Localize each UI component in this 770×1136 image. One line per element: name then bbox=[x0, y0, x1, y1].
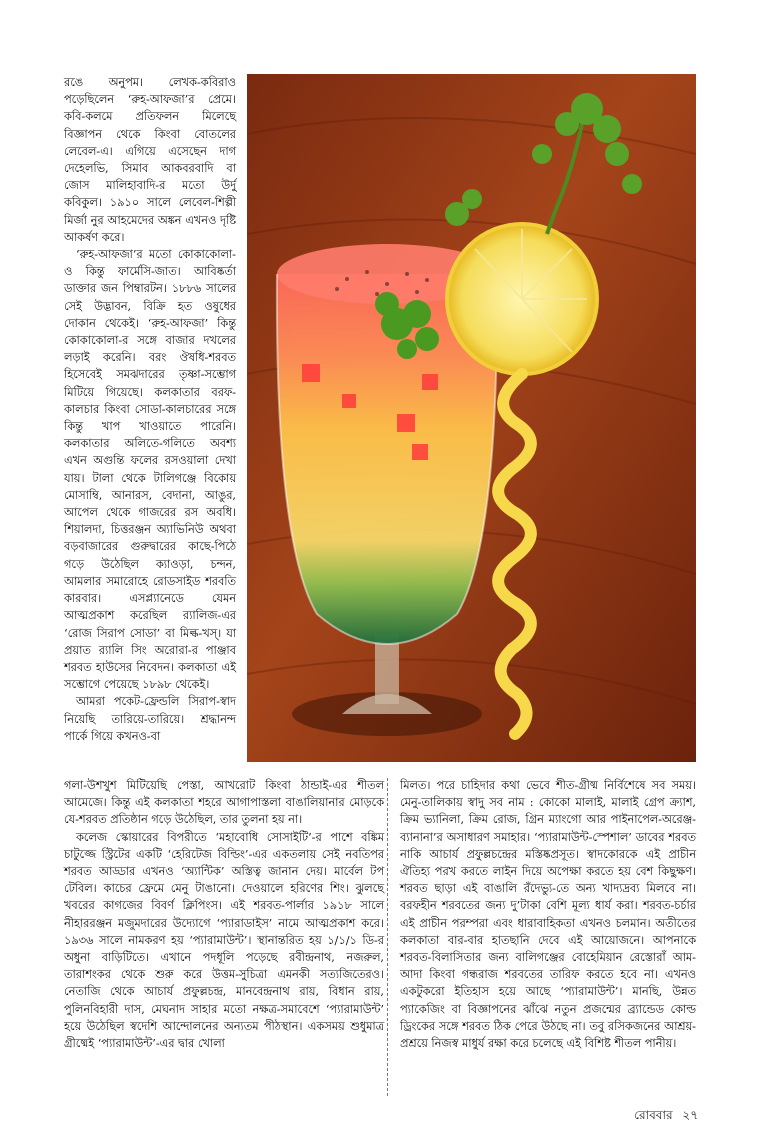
bottom-left-paragraph-2: কলেজ স্কোয়ারের বিপরীতে ‘মহাবোধি সোসাইটি’-র পাশে বঙ্কিম চাটুজ্জে স্ট্রিটের একটি ‘হেরিটেজ বিল্ডিং’-এর একতলায় সেই নবতিপর শরবত আড্ডার এখনও ‘অ্যান্টিক’ অস্তিত্ব জানান দেয়। মার্বেল টপ টেবিল। কাচের ফ্রেমে মেনু টাঙানো। দেওয়ালে হরিণের শিং। ঝুলছে খবরের কাগজের বিবর্ণ ক্লিপিংস। এই শরবত-পার্লার ১৯১৮ সালে নীহাররঞ্জন মজুমদারের উদ্যোগে ‘প্যারাডাইস’ নামে আত্মপ্রকাশ করে। ১৯৩৬ সালে নামকরণ হয় ‘প্যারামাউন্ট’। স্থানান্তরিত হয় ১/১/১ ডি-র অধুনা বাড়িটিতে। এখানে পদধূলি পড়েছে রবীন্দ্রনাথ, নজরুল, তারাশংকর থেকে শুরু করে উত্তম-সুচিত্রা এমনকী সত্যজিতেরও। নেতাজি থেকে আচার্য প্রফুল্লচন্দ্র, মানবেন্দ্রনাথ রায়, বিধান রায়, পুলিনবিহারী দাস, মেঘনাদ সাহার মতো নক্ষত্র-সমাবেশে ‘প্যারামাউন্ট’ হয়ে উঠেছিল স্বদেশি আন্দোলনের অন্যতম পীঠস্থান। একসময় শুধুমাত্র গ্রীষ্মেই ‘প্যারামাউন্ট’-এর দ্বার খোলা bbox=[64, 830, 384, 1051]
column-divider bbox=[387, 778, 388, 1096]
left-paragraph-2: ‘রুহ-আফজা’র মতো কোকাকোলা-ও কিন্তু ফার্মেসি-জাত। আবিষ্কর্তা ডাক্তার জন পিম্বারটন। ১৮৮৬ সালের সেই উদ্ভাবন, বিক্রি হত ওষুধের দোকান থেকেই। ‘রুহ-আফজা’ কিন্তু কোকাকোলা-র সঙ্গে বাজার দখলের লড়াই করেনি। বরং ঔষধি-শরবত হিসেবেই সমঝদারের তৃষ্ণা-সম্ভোগ মিটিয়ে গিয়েছে। কলকাতার বরফ-কালচার কিংবা সোডা-কালচারের সঙ্গে কিন্তু খাপ খাওয়াতে পারেনি। কলকাতার অলিতে-গলিতে অবশ্য এখন অগুন্তি ফলের রসওয়ালা দেখা যায়। টালা থেকে টালিগঞ্জে বিকোয় মোসাম্বি, আনারস, বেদানা, আঙুর, আপেল থেকে গাজরের রস অবধি। শিয়ালদা, চিত্তরঞ্জন অ্যাভিনিউ অথবা বড়বাজারের গুরুদ্বারের কাছে-পিঠে গড়ে উঠেছিল ক্যাওড়া, চন্দন, আমলার সমারোহে রোডসাইড শরবতি কারবার। এসপ্ল্যানেডে যেমন আত্মপ্রকাশ করেছিল র‍্যালিজ-এর ‘রোজ সিরাপ সোডা’ বা মিল্ক-খস্‌। যা প্রয়াত র‍্যালি সিং অরোরা-র পাঞ্জাব শরবত হাউসের নিবেদন। কলকাতা এই সম্ভোগে পেয়েছে ১৮৯৮ থেকেই। bbox=[64, 248, 236, 692]
bottom-left-article-column bbox=[64, 777, 384, 1052]
bottom-right-paragraph-1: মিলত। পরে চাহিদার কথা ভেবে শীত-গ্রীষ্ম নির্বিশেষে সব সময়। মেনু-তালিকায় স্বাদু সব নাম : কোকো মালাই, মালাই গ্রেপ ক্র্যাশ, ক্রিম ভ্যানিলা, ক্রিম রোজ, গ্রিন ম্যাংগো আর পাইনাপেল-অরেঞ্জ-ব্যানানা’র অসাধারণ সমাহার। ‘প্যারামাউন্ট-স্পেশাল’ ডাবের শরবত নাকি আচার্য প্রফুল্লচন্দ্রের মস্তিষ্কপ্রসূত। স্বাদকোরকে এই প্রাচীন ঐতিহ্য পরখ করতে লাইন দিয়ে অপেক্ষা করতে হয় বেশ কিছুক্ষণ। শরবত ছাড়া এই বাঙালি রঁদেভ্যু-তে অন্য খাদ্যদ্রব্য মিলবে না। বরফহীন শরবতের জন্য দু’টাকা বেশি মূল্য ধার্য করা। শরবত-চর্চার এই প্রাচীন পরম্পরা এবং ধারাবাহিকতা এখনও চলমান। অতীতের কলকাতা বার-বার হাতছানি দেবে এই আয়োজনে। আপনাকে শরবত-বিলাসিতার জন্য বালিগঞ্জের বোহেমিয়ান রেস্তোরাঁ আম-আদা কিংবা গন্ধরাজ শরবতের তারিফ করতে হবে না। এখনও একটুকরো ইতিহাস হয়ে আছে ‘প্যারামাউন্ট’। মানছি, উন্নত প্যাকেজিং বা বিজ্ঞাপনের ঝাঁঝে নতুন প্রজন্মের ব্র্যান্ডেড কোল্ড ড্রিংকের সঙ্গে শরবত ঠিক পেরে উঠছে না। তবু রসিকজনের আশ্রয়-প্রশ্রয়ে নিজস্ব মাধুর্য রক্ষা করে চলেছে এই বিশিষ্ট শীতল পানীয়। bbox=[400, 779, 696, 1051]
sherbet-photo bbox=[247, 74, 696, 762]
left-paragraph-1: রঙে অনুপম। লেখক-কবিরাও পড়েছিলেন ‘রুহ-আফজা’র প্রেমে। কবি-কলমে প্রতিফলন মিলেছে বিজ্ঞাপন থেকে কিংবা বোতলের লেবেল-এ। এগিয়ে এসেছেন দাগ দেহেলভি, সিমাব আকবরবাদি বা জোস মালিহাবাদি-র মতো উর্দু কবিকুল। ১৯১০ সালে লেবেল-শিল্পী মির্জা নুর আহমেদের অঙ্কন এখনও দৃষ্টি আকর্ষণ করে। bbox=[64, 76, 236, 244]
footer-page-number: ২৭ bbox=[682, 1108, 698, 1122]
left-paragraph-3: আমরা পকেট-ফ্রেন্ডলি সিরাপ-স্বাদ নিয়েছি তারিয়ে-তারিয়ে। শ্রদ্ধানন্দ পার্কে গিয়ে কখনও-বা bbox=[64, 695, 236, 743]
page-footer bbox=[634, 1107, 698, 1127]
bottom-right-article-column bbox=[400, 777, 696, 1052]
left-article-column bbox=[64, 74, 236, 745]
footer-section-name: রোববার bbox=[634, 1108, 673, 1122]
bottom-left-paragraph-1: গলা-উশখুশ মিটিয়েছি পেস্তা, আখরোট কিংবা ঠান্ডাই-এর শীতল আমেজে। কিন্তু এই কলকাতা শহরে আগাপাস্তলা বাঙালিয়ানার মোড়কে যে-শরবত প্রতিষ্ঠান গড়ে উঠেছিল, তার তুলনা হয় না। bbox=[64, 779, 384, 827]
